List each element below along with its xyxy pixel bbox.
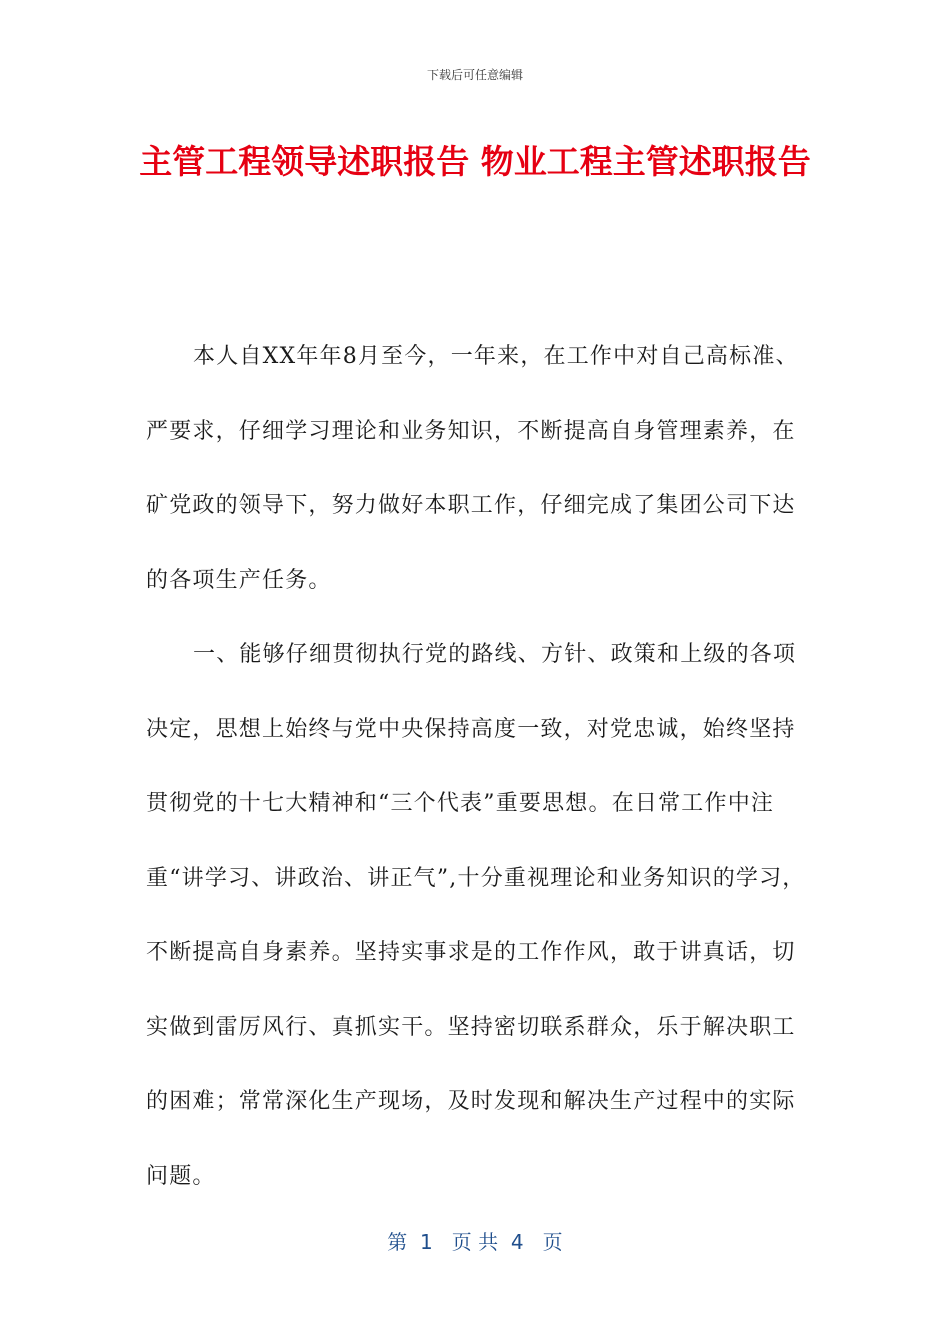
- header-note: 下载后可任意编辑: [426, 68, 523, 82]
- document-body: [146, 320, 810, 1214]
- document-title: 主管工程领导述职报告 物业工程主管述职报告: [139, 142, 811, 181]
- paragraph-section-one: 一、能够仔细贯彻执行党的路线、方针、政策和上级的各项决定，思想上始终与党中央保持高度一致，对党忠诚，始终坚持贯彻党的十七大精神和“三个代表”重要思想。在日常工作中注重“讲学习、讲政治、讲正气”,十分重视理论和业务知识的学习，不断提高自身素养。坚持实事求是的工作作风，敢于讲真话，切实做到雷厉风行、真抓实干。坚持密切联系群众，乐于解决职工的困难；常常深化生产现场，及时发现和解决生产过程中的实际问题。: [146, 642, 806, 1189]
- page-number-footer: 第 1 页 共 4 页: [387, 1230, 563, 1254]
- paragraph-intro: 本人自XX年年8月至今，一年来，在工作中对自己高标准、严要求，仔细学习理论和业务知识，不断提高自身管理素养，在矿党政的领导下，努力做好本职工作，仔细完成了集团公司下达的各项生产任务。: [146, 344, 799, 593]
